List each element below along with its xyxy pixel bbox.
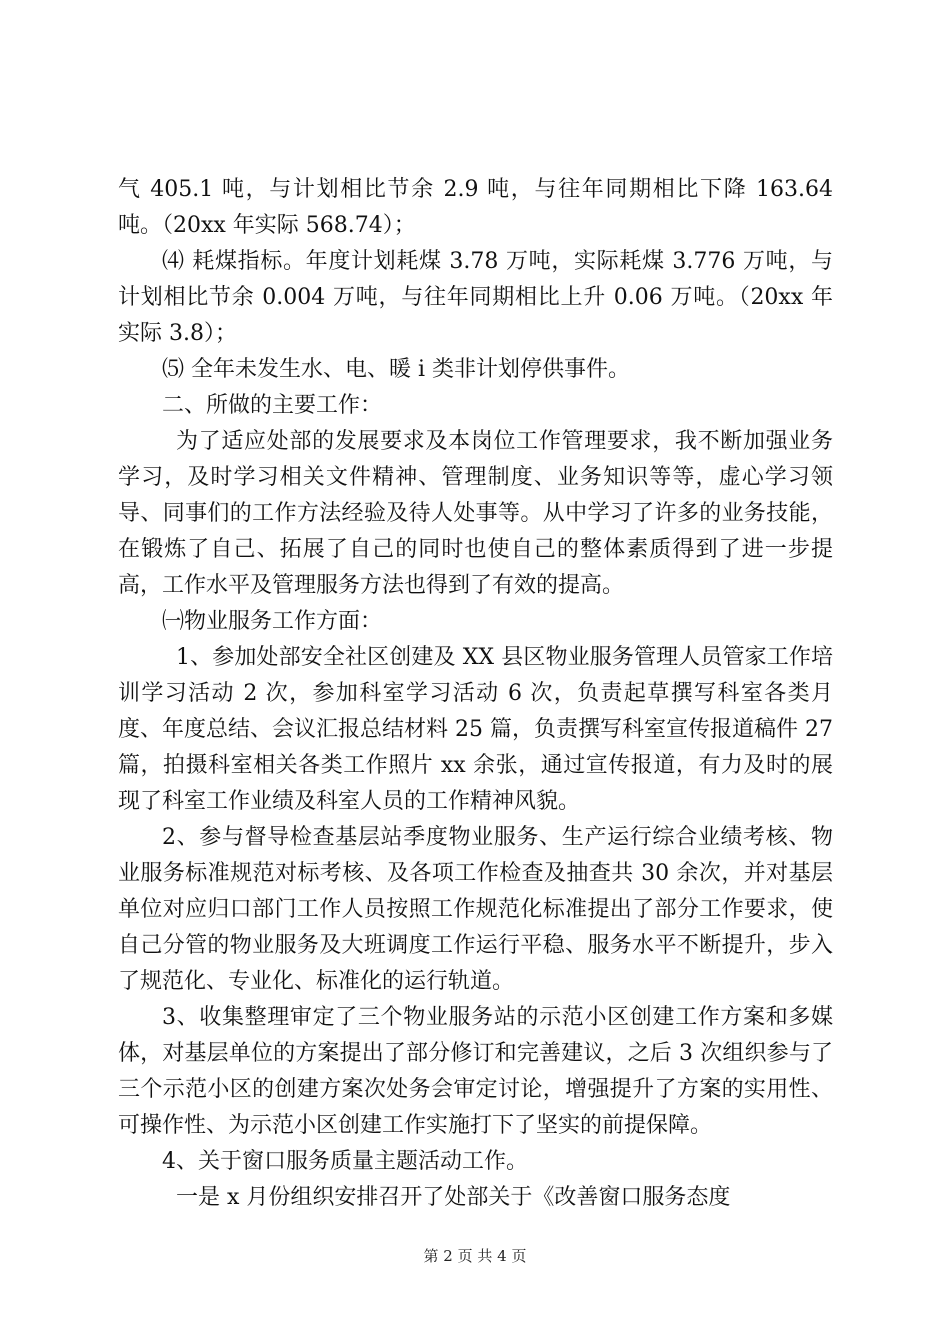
paragraph-no-outage: ⑸ 全年未发生水、电、暖 i 类非计划停供事件。 <box>162 357 631 382</box>
paragraph-item-2: 2、参与督导检查基层站季度物业服务、生产运行综合业绩考核、物业服务标准规范对标考核、及各项工作检查及抽查共 30 余次，并对基层单位对应归口部门工作人员按照工作规范化标准提出了部分工作要求，使自己分管的物业服务及大班调度工作运行平稳、服务水平不断提升，步入了规范化、专业化、标准化的运行轨道。 <box>118 825 833 994</box>
paragraph-first-point: 一是 x 月份组织安排召开了处部关于《改善窗口服务态度 <box>176 1185 731 1210</box>
paragraph-item-3: 3、收集整理审定了三个物业服务站的示范小区创建工作方案和多媒体，对基层单位的方案提出了部分修订和完善建议，之后 3 次组织参与了三个示范小区的创建方案次处务会审定讨论，增强提升了方案的实用性、可操作性、为示范小区创建工作实施打下了坚实的前提保障。 <box>118 1005 833 1138</box>
paragraph-coal-usage: ⑷ 耗煤指标。年度计划耗煤 3.78 万吨，实际耗煤 3.776 万吨，与计划相比节余 0.004 万吨，与往年同期相比上升 0.06 万吨。（20xx 年实际 3.8）； <box>118 249 833 346</box>
subsection-heading-property-service: ㈠物业服务工作方面： <box>162 609 383 634</box>
page-number: 第 2 页 共 4 页 <box>423 1247 527 1265</box>
paragraph-item-4: 4、关于窗口服务质量主题活动工作。 <box>162 1149 528 1174</box>
paragraph-gas-usage: 气 405.1 吨，与计划相比节余 2.9 吨，与往年同期相比下降 163.64 吨。（20xx 年实际 568.74）； <box>118 177 833 238</box>
paragraph-item-1: 1、参加处部安全社区创建及 XX 县区物业服务管理人员管家工作培训学习活动 2 次，参加科室学习活动 6 次，负责起草撰写科室各类月度、年度总结、会议汇报总结材料 25 篇，负责撰写科室宣传报道稿件 27 篇，拍摄科室相关各类工作照片 xx 余张，通过宣传报道，有力及时的展现了科室工作业绩及科室人员的工作精神风貌。 <box>118 645 833 814</box>
section-heading-main-work: 二、所做的主要工作： <box>162 393 383 418</box>
document-body <box>118 172 833 1216</box>
paragraph-study: 为了适应处部的发展要求及本岗位工作管理要求，我不断加强业务学习，及时学习相关文件精神、管理制度、业务知识等等，虚心学习领导、同事们的工作方法经验及待人处事等。从中学习了许多的业务技能，在锻炼了自己、拓展了自己的同时也使自己的整体素质得到了进一步提高，工作水平及管理服务方法也得到了有效的提高。 <box>118 429 833 598</box>
